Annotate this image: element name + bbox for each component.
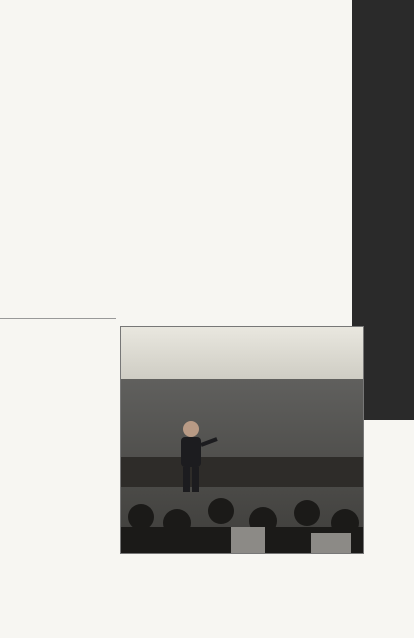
article-body-lower (0, 320, 124, 632)
article-body-upper (0, 8, 244, 320)
column-divider (0, 318, 116, 319)
photo-caption (360, 424, 414, 636)
subheadline (282, 30, 350, 270)
lecture-photo (120, 326, 364, 554)
lede (250, 66, 280, 366)
lecture-photo-image (121, 327, 363, 553)
article-body-bottom (124, 556, 356, 636)
